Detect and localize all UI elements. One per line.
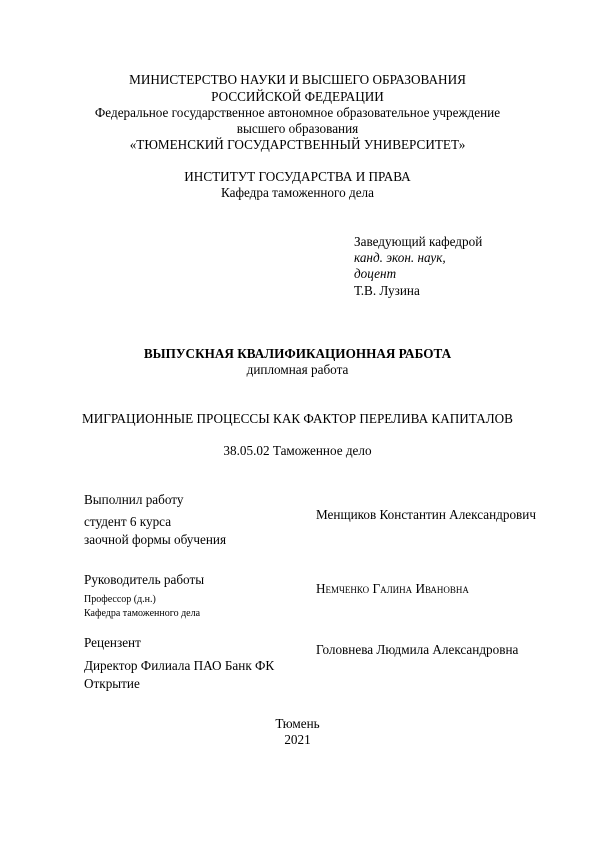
university-name: «ТЮМЕНСКИЙ ГОСУДАРСТВЕННЫЙ УНИВЕРСИТЕТ» — [129, 137, 466, 152]
author-label: Выполнил работу — [84, 492, 184, 507]
supervisor-label: Руководитель работы — [84, 572, 205, 587]
author-form: заочной формы обучения — [84, 532, 227, 547]
institute-name: ИНСТИТУТ ГОСУДАРСТВА И ПРАВА — [184, 169, 411, 184]
city: Тюмень — [275, 716, 320, 731]
approval-title: доцент — [354, 266, 397, 281]
work-topic: МИГРАЦИОННЫЕ ПРОЦЕССЫ КАК ФАКТОР ПЕРЕЛИВА КАПИТАЛОВ — [82, 411, 513, 426]
approval-role: Заведующий кафедрой — [354, 234, 483, 249]
work-type: ВЫПУСКНАЯ КВАЛИФИКАЦИОННАЯ РАБОТА — [143, 346, 452, 361]
reviewer-label: Рецензент — [84, 635, 141, 650]
institution-line-2: высшего образования — [236, 121, 359, 136]
ministry-line-2: РОССИЙСКОЙ ФЕДЕРАЦИИ — [211, 89, 384, 104]
reviewer-position-1: Директор Филиала ПАО Банк ФК — [84, 658, 275, 673]
approval-degree: канд. экон. наук, — [354, 250, 446, 265]
supervisor-department: Кафедра таможенного дела — [84, 608, 201, 619]
reviewer-position-2: Открытие — [84, 676, 140, 691]
department-name: Кафедра таможенного дела — [220, 185, 374, 200]
approval-name: Т.В. Лузина — [354, 283, 420, 298]
reviewer-name: Головнева Людмила Александровна — [316, 642, 519, 657]
author-course: студент 6 курса — [84, 514, 172, 529]
work-subtype: дипломная работа — [246, 362, 349, 377]
author-name: Менщиков Константин Александрович — [316, 507, 536, 522]
supervisor-position: Профессор (д.н.) — [84, 594, 156, 605]
ministry-line-1: МИНИСТЕРСТВО НАУКИ И ВЫСШЕГО ОБРАЗОВАНИЯ — [129, 72, 466, 87]
supervisor-name: Немченко Галина Ивановна — [316, 581, 469, 596]
specialty: 38.05.02 Таможенное дело — [223, 443, 372, 458]
institution-line-1: Федеральное государственное автономное образовательное учреждение — [94, 105, 501, 120]
year: 2021 — [284, 732, 311, 747]
